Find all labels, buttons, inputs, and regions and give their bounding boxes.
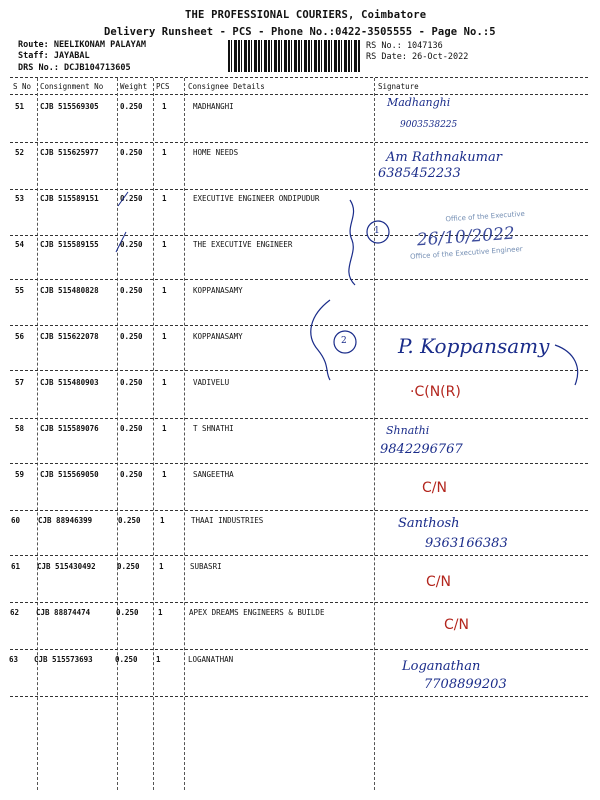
circled-number-two: 2 (341, 336, 347, 346)
row-weight: 0.250 (120, 470, 143, 479)
row-weight: 0.250 (120, 240, 143, 249)
status-row-62: C/N (444, 617, 469, 633)
row-sno: 59 (15, 470, 25, 479)
route-label: Route: NEELIKONAM PALAYAM (18, 40, 146, 50)
row-sno: 54 (15, 240, 25, 249)
row-consignee: HOME NEEDS (193, 148, 239, 157)
signature-row-60: Santhosh (398, 516, 460, 531)
signature-row-51: Madhanghi (387, 96, 451, 109)
row-consignee: SANGEETHA (193, 470, 234, 479)
col-header-consignment: Consignment No (40, 82, 104, 91)
row-sno: 63 (9, 655, 19, 664)
status-row-61: C/N (426, 574, 451, 590)
row-sno: 57 (15, 378, 25, 387)
row-consignment: CJB 515480828 (40, 286, 99, 295)
row-sno: 56 (15, 332, 25, 341)
row-pcs: 1 (156, 655, 161, 664)
row-sno: 55 (15, 286, 25, 295)
row-sno: 51 (15, 102, 25, 111)
stamp-text-top: Office of the Executive (445, 209, 526, 224)
phone-row-58: 9842296767 (380, 442, 463, 457)
row-consignment: CJB 88874474 (36, 608, 91, 617)
row-weight: 0.250 (120, 424, 143, 433)
row-weight: 0.250 (120, 148, 143, 157)
status-row-59: C/N (422, 480, 447, 496)
signature-row-52: Am Rathnakumar (386, 150, 502, 165)
row-pcs: 1 (162, 332, 167, 341)
row-consignment: CJB 515589076 (40, 424, 99, 433)
row-consignee: SUBASRI (190, 562, 222, 571)
row-weight: 0.250 (120, 286, 143, 295)
row-consignee: LOGANATHAN (188, 655, 234, 664)
row-pcs: 1 (159, 562, 164, 571)
row-consignment: CJB 515569305 (40, 102, 99, 111)
staff-label: Staff: JAYABAL (18, 51, 90, 61)
row-consignment: CJB 515430492 (37, 562, 96, 571)
row-pcs: 1 (160, 516, 165, 525)
row-weight: 0.250 (120, 102, 143, 111)
row-consignment: CJB 515573693 (34, 655, 93, 664)
row-pcs: 1 (158, 608, 163, 617)
row-consignee: THAAI INDUSTRIES (191, 516, 264, 525)
row-pcs: 1 (162, 424, 167, 433)
stamp-date: 26/10/2022 (416, 223, 516, 251)
status-row-57: ·C(N(R) (410, 384, 461, 400)
row-pcs: 1 (162, 102, 167, 111)
phone-row-51: 9003538225 (400, 120, 458, 130)
company-title: THE PROFESSIONAL COURIERS, Coimbatore (185, 9, 427, 21)
row-sno: 60 (11, 516, 21, 525)
drs-number: DRS No.: DCJB104713605 (18, 63, 131, 73)
row-pcs: 1 (162, 470, 167, 479)
row-pcs: 1 (162, 378, 167, 387)
row-weight: 0.250 (120, 332, 143, 341)
row-weight: 0.250 (116, 608, 139, 617)
row-consignment: CJB 515569050 (40, 470, 99, 479)
row-weight: 0.250 (115, 655, 138, 664)
row-pcs: 1 (162, 148, 167, 157)
stamp-text-bottom: Office of the Executive Engineer (409, 245, 523, 261)
row-pcs: 1 (162, 240, 167, 249)
row-weight: 0.250 (118, 516, 141, 525)
row-consignee: MADHANGHI (193, 102, 234, 111)
row-consignment: CJB 515589151 (40, 194, 99, 203)
col-header-pcs: PCS (156, 82, 170, 91)
row-weight: 0.250 (120, 194, 143, 203)
signature-row-63: Loganathan (402, 659, 481, 674)
rs-date: RS Date: 26-Oct-2022 (366, 52, 469, 62)
signature-row-58: Shnathi (386, 424, 430, 437)
row-consignee: KOPPANASAMY (193, 286, 243, 295)
row-consignee: VADIVELU (193, 378, 230, 387)
row-sno: 53 (15, 194, 25, 203)
row-sno: 58 (15, 424, 25, 433)
circled-number-one: 1 (374, 226, 380, 236)
phone-row-60: 9363166383 (425, 536, 508, 551)
row-consignment: CJB 515589155 (40, 240, 99, 249)
row-sno: 62 (10, 608, 20, 617)
row-pcs: 1 (162, 194, 167, 203)
rs-number: RS No.: 1047136 (366, 41, 443, 51)
row-pcs: 1 (162, 286, 167, 295)
row-consignee: THE EXECUTIVE ENGINEER (193, 240, 293, 249)
row-sno: 52 (15, 148, 25, 157)
row-weight: 0.250 (120, 378, 143, 387)
col-header-sno: S No (13, 82, 32, 91)
col-header-weight: Weight (120, 82, 148, 91)
row-sno: 61 (11, 562, 21, 571)
row-weight: 0.250 (117, 562, 140, 571)
row-consignee: APEX DREAMS ENGINEERS & BUILDE (189, 608, 325, 617)
phone-row-63: 7708899203 (424, 677, 507, 692)
row-consignment: CJB 515622078 (40, 332, 99, 341)
row-consignment: CJB 515480903 (40, 378, 99, 387)
row-consignee: T SHNATHI (193, 424, 234, 433)
col-header-consignee: Consignee Details (188, 82, 265, 91)
phone-row-52: 6385452233 (378, 166, 461, 181)
row-consignment: CJB 515625977 (40, 148, 99, 157)
row-consignment: CJB 88946399 (38, 516, 93, 525)
signature-row-56: P. Koppansamy (398, 334, 550, 358)
runsheet-title: Delivery Runsheet - PCS - Phone No.:0422-3505555 - Page No.:5 (104, 26, 496, 38)
row-consignee: EXECUTIVE ENGINEER ONDIPUDUR (193, 194, 320, 203)
col-header-signature: Signature (378, 82, 419, 91)
row-consignee: KOPPANASAMY (193, 332, 243, 341)
